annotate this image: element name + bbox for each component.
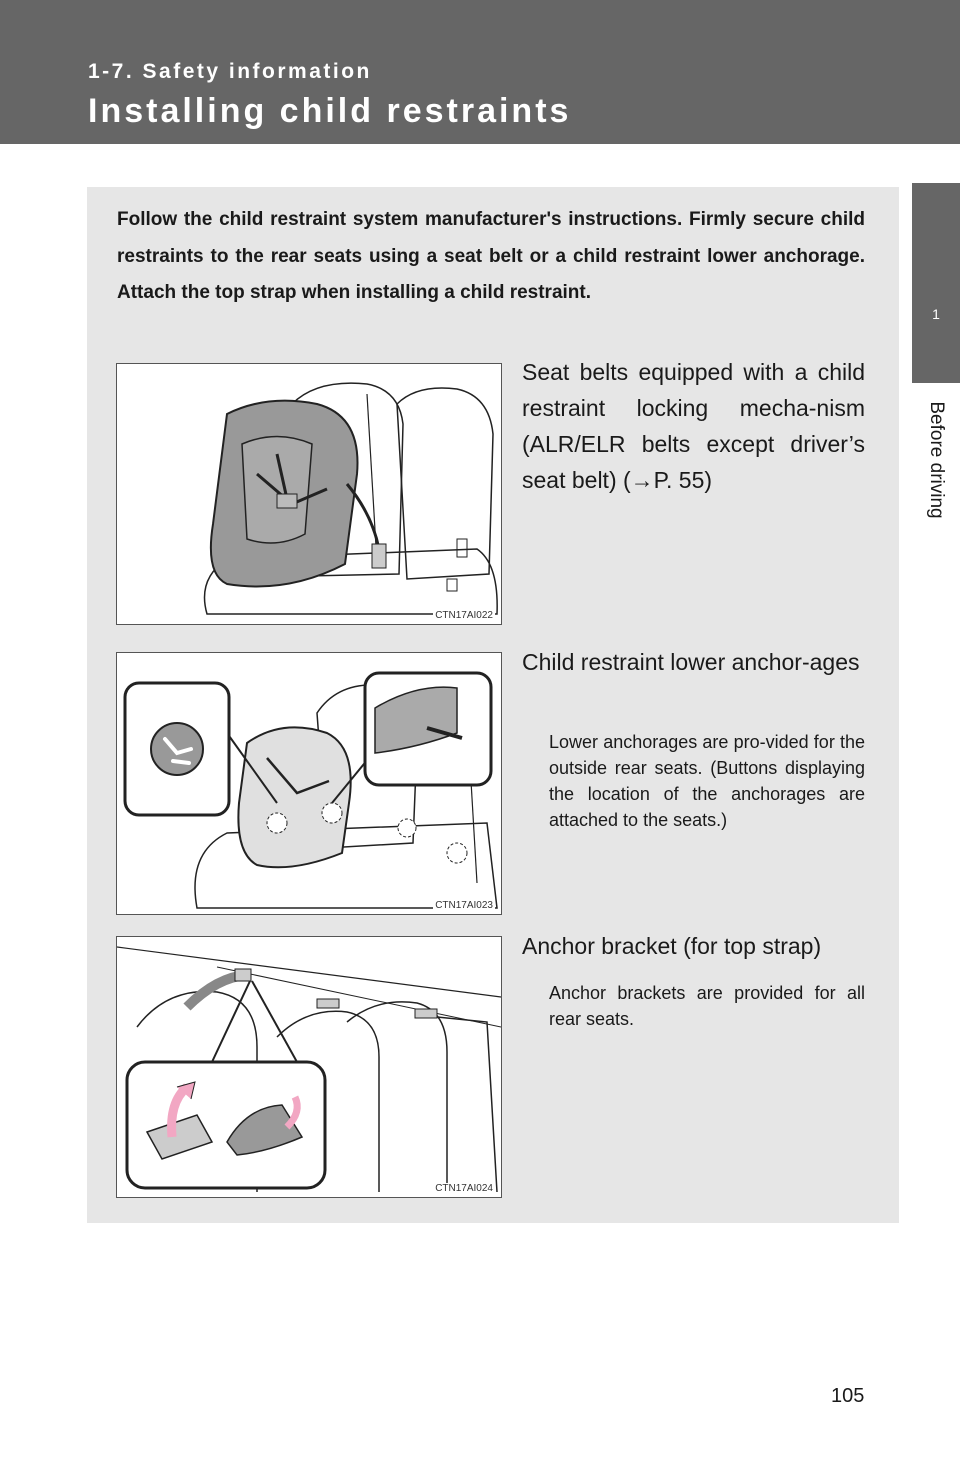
anchor-bracket-illustration: [117, 937, 501, 1197]
chapter-tab[interactable]: [912, 183, 960, 383]
item-description-lower-anchorages: Lower anchorages are pro-vided for the outside rear seats. (Buttons displaying the location of the anchorages are attached to the seats.): [549, 732, 865, 830]
figure-lower-anchorages: [116, 652, 502, 915]
item-description-anchor-bracket: Anchor brackets are provided for all rear seats.: [549, 983, 865, 1029]
item-heading-lower-anchorages: Child restraint lower anchor-ages: [522, 649, 860, 675]
intro-paragraph: Follow the child restraint system manufacturer's instructions. Firmly secure child restraints to the rear seats using a seat belt or a child restraint lower anchorage. Attach the top strap when installing a child restraint.: [117, 209, 865, 303]
figure-code: CTN17AI022: [435, 610, 493, 621]
figure-anchor-brackets: [116, 936, 502, 1198]
page-header: [0, 0, 960, 144]
page-number: 105: [831, 1385, 865, 1407]
figure-code: CTN17AI023: [435, 900, 493, 911]
chapter-tab-number: 1: [932, 306, 940, 322]
item-heading-seat-belt: Seat belts equipped with a child restraint locking mecha-nism (ALR/ELR belts except driver’s seat belt) (→P. 55): [522, 359, 865, 493]
child-seat-belt-illustration: [117, 364, 501, 624]
figure-seat-belt-child-seat: [116, 363, 502, 625]
figure-code: CTN17AI024: [435, 1183, 493, 1194]
lower-anchorage-illustration: [117, 653, 501, 914]
section-title: 1-7. Safety information: [88, 60, 372, 83]
chapter-tab-label: Before driving: [926, 401, 947, 519]
item-heading-anchor-bracket: Anchor bracket (for top strap): [522, 933, 822, 959]
page-title: Installing child restraints: [88, 92, 572, 130]
